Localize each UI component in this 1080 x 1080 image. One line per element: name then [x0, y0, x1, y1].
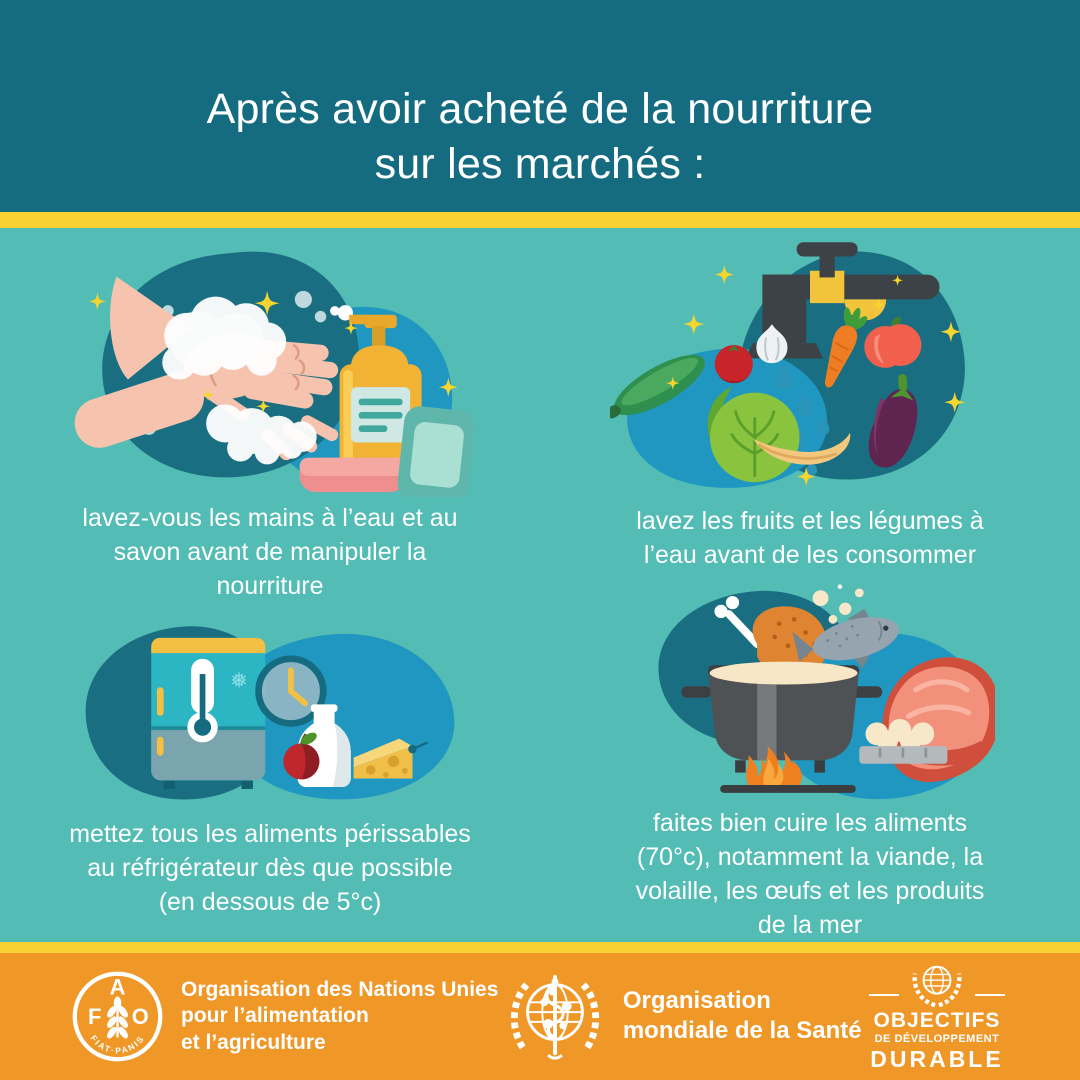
caption-line: faites bien cuire les aliments — [652, 808, 968, 837]
tip-refrigerate — [69, 603, 471, 919]
tip-caption — [82, 501, 457, 603]
hand-washing-icon — [65, 244, 475, 497]
right-column — [540, 228, 1080, 942]
tips-grid — [0, 228, 1080, 942]
caption-line: lavez-vous les mains à l’eau et au — [82, 503, 458, 532]
tip-caption — [636, 806, 985, 942]
soap-bar-pink-icon — [300, 457, 407, 491]
who-logo — [501, 969, 609, 1063]
cooking-pot-icon — [625, 584, 995, 800]
caption-line: (70°c), notamment la viande, la — [636, 842, 984, 871]
soap-bar-teal-icon — [396, 404, 475, 496]
snowflake-icon: ❅ — [230, 668, 248, 692]
fao-name-line: Organisation des Nations Unies — [181, 977, 499, 1001]
caption-line: au réfrigérateur dès que possible — [87, 853, 453, 882]
title-line-2: sur les marchés : — [374, 139, 706, 188]
page-title — [207, 82, 874, 192]
produce-washing-icon — [610, 242, 1010, 490]
tip-wash-produce — [610, 228, 1010, 572]
title-line-1: Après avoir acheté de la nourriture — [206, 84, 874, 133]
sdg-emblem-row — [864, 961, 1010, 1009]
sdg-rule-right — [975, 994, 1005, 996]
who-name-line: Organisation — [622, 987, 771, 1015]
who-name — [623, 986, 862, 1046]
tip-wash-hands — [65, 228, 475, 603]
sdg-block — [864, 961, 1010, 1072]
who-block — [501, 969, 862, 1063]
fao-name-line: et l’agriculture — [181, 1030, 326, 1054]
fao-letter-o: O — [131, 1003, 149, 1029]
tip-cook — [625, 572, 995, 942]
fao-name-line: pour l’alimentation — [181, 1004, 369, 1027]
fao-letter-f: F — [88, 1003, 102, 1029]
fao-block — [70, 969, 498, 1064]
caption-line: volaille, les œufs et les produits — [635, 876, 985, 905]
left-column — [0, 228, 540, 942]
caption-line: savon avant de manipuler la — [113, 537, 427, 566]
refrigerator-icon — [70, 617, 470, 807]
tomato-icon — [715, 345, 753, 383]
yellow-divider-bottom — [0, 942, 1080, 953]
sdg-line-3: DURABLE — [870, 1045, 1004, 1072]
wheat-icon — [105, 996, 129, 1039]
sdg-line-1: OBJECTIFS — [873, 1008, 1001, 1032]
fao-logo — [70, 969, 165, 1064]
thermometer-icon — [187, 658, 217, 742]
who-name-line: mondiale de la Santé — [622, 1017, 862, 1045]
fao-letter-a: A — [109, 974, 126, 1000]
caption-line: nourriture — [216, 571, 324, 600]
caption-line: l’eau avant de les consommer — [643, 540, 977, 569]
fao-motto: FIAT·PANIS — [88, 1032, 147, 1056]
clock-icon — [259, 658, 324, 723]
tip-caption — [636, 504, 983, 572]
caption-line: de la mer — [757, 910, 863, 939]
header-band — [0, 0, 1080, 212]
caption-line: mettez tous les aliments périssables — [69, 819, 471, 848]
fridge — [151, 637, 265, 788]
fao-name — [181, 977, 498, 1057]
sdg-line-2: DE DÉVELOPPEMENT — [874, 1032, 1000, 1045]
footer-band — [0, 953, 1080, 1080]
tip-caption — [69, 817, 471, 919]
sdg-rule-left — [869, 994, 899, 996]
un-emblem-icon — [904, 961, 970, 1009]
caption-line: (en dessous de 5°c) — [158, 887, 382, 916]
caption-line: lavez les fruits et les légumes à — [636, 506, 984, 535]
yellow-divider-top — [0, 212, 1080, 228]
